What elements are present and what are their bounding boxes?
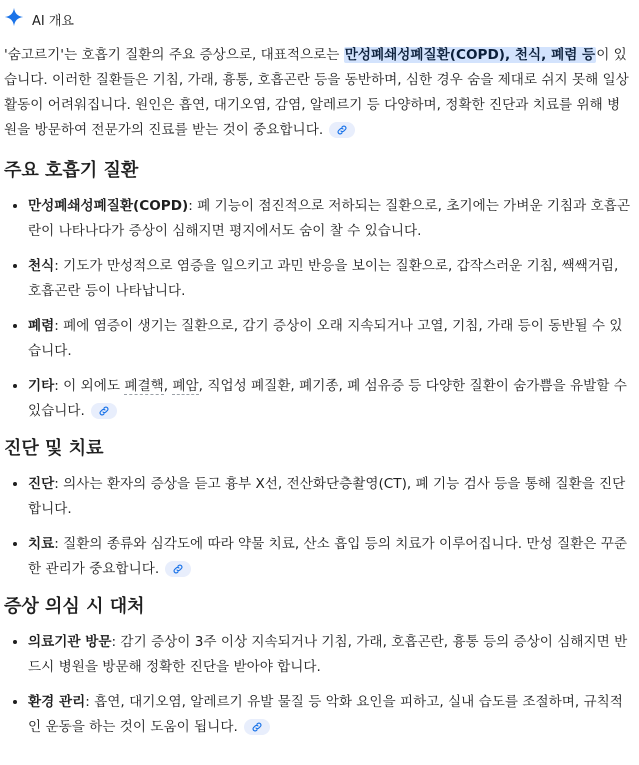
source-link-icon[interactable] <box>329 122 355 138</box>
item-text: : 감기 증상이 3주 이상 지속되거나 기침, 가래, 호흡곤란, 흉통 등의 증상이 심해지면 반드시 병원을 방문해 정확한 진단을 받아야 합니다. <box>28 634 628 675</box>
item-term: 만성폐쇄성폐질환(COPD) <box>28 198 189 214</box>
intro-paragraph <box>4 43 633 143</box>
ai-overview-header <box>4 8 633 30</box>
bullet-list <box>4 630 633 740</box>
item-text: , 직업성 폐질환, 폐기종, 폐 섬유증 등 다양한 질환이 숨가쁨을 유발할 수 있습니다. <box>28 378 627 419</box>
item-term: 환경 관리 <box>28 694 86 710</box>
list-item <box>28 532 633 582</box>
source-link-icon[interactable] <box>165 561 191 577</box>
bullet-list <box>4 472 633 582</box>
sparkle-icon <box>4 7 32 31</box>
item-term: 기타 <box>28 378 55 394</box>
list-item <box>28 374 633 424</box>
link-lung-cancer[interactable]: 폐암 <box>172 378 199 394</box>
list-item <box>28 194 633 244</box>
link-pulmonary-tuberculosis[interactable]: 폐결핵 <box>124 378 164 394</box>
item-term: 치료 <box>28 536 55 552</box>
item-text: : 기도가 만성적으로 염증을 일으키고 과민 반응을 보이는 질환으로, 갑작스러운 기침, 쌕쌕거림, 호흡곤란 등이 나타납니다. <box>28 258 619 299</box>
bullet-list <box>4 194 633 424</box>
item-text: : 의사는 환자의 증상을 듣고 흉부 X선, 전산화단층촬영(CT), 폐 기능 검사 등을 통해 질환을 진단합니다. <box>28 476 626 517</box>
list-item <box>28 690 633 740</box>
separator: , <box>163 378 173 394</box>
list-item <box>28 472 633 522</box>
item-text: : 이 외에도 <box>54 378 125 394</box>
item-term: 폐렴 <box>28 318 55 334</box>
intro-text-end: 이 있습니다. 이러한 질환들은 기침, 가래, 흉통, 호흡곤란 등을 동반하며, 심한 경우 숨을 제대로 쉬지 못해 일상 활동이 어려워집니다. 원인은 흡연, 대기오염, 감염, 알레르기 등 다양하며, 정확한 진단과 치료를 위해 병원을 방문하여 전문가의 진료를 받는 것이 중요합니다. <box>4 47 629 138</box>
source-link-icon[interactable] <box>244 719 270 735</box>
item-term: 진단 <box>28 476 55 492</box>
item-text: : 흡연, 대기오염, 알레르기 유발 물질 등 악화 요인을 피하고, 실내 습도를 조절하며, 규칙적인 운동을 하는 것이 도움이 됩니다. <box>28 694 623 735</box>
item-text: : 폐에 염증이 생기는 질환으로, 감기 증상이 오래 지속되거나 고열, 기침, 가래 등이 동반될 수 있습니다. <box>28 318 623 359</box>
list-item <box>28 630 633 680</box>
item-term: 의료기관 방문 <box>28 634 112 650</box>
list-item <box>28 254 633 304</box>
item-term: 천식 <box>28 258 55 274</box>
source-link-icon[interactable] <box>91 403 117 419</box>
list-item <box>28 314 633 364</box>
section-heading: 증상 의심 시 대처 <box>4 596 145 617</box>
intro-text-start: '숨고르기'는 호흡기 질환의 주요 증상으로, 대표적으로는 <box>4 47 344 63</box>
ai-overview-title: AI 개요 <box>32 13 74 29</box>
item-text: : 폐 기능이 점진적으로 저하되는 질환으로, 초기에는 가벼운 기침과 호흡곤란이 나타나다가 증상이 심해지면 평지에서도 숨이 찰 수 있습니다. <box>28 198 631 239</box>
section-heading: 진단 및 치료 <box>4 438 104 459</box>
item-text: : 질환의 종류와 심각도에 따라 약물 치료, 산소 흡입 등의 치료가 이루어집니다. 만성 질환은 꾸준한 관리가 중요합니다. <box>28 536 627 577</box>
section-heading: 주요 호흡기 질환 <box>4 160 139 181</box>
intro-highlight: 만성폐쇄성폐질환(COPD), 천식, 폐렴 등 <box>344 47 596 63</box>
